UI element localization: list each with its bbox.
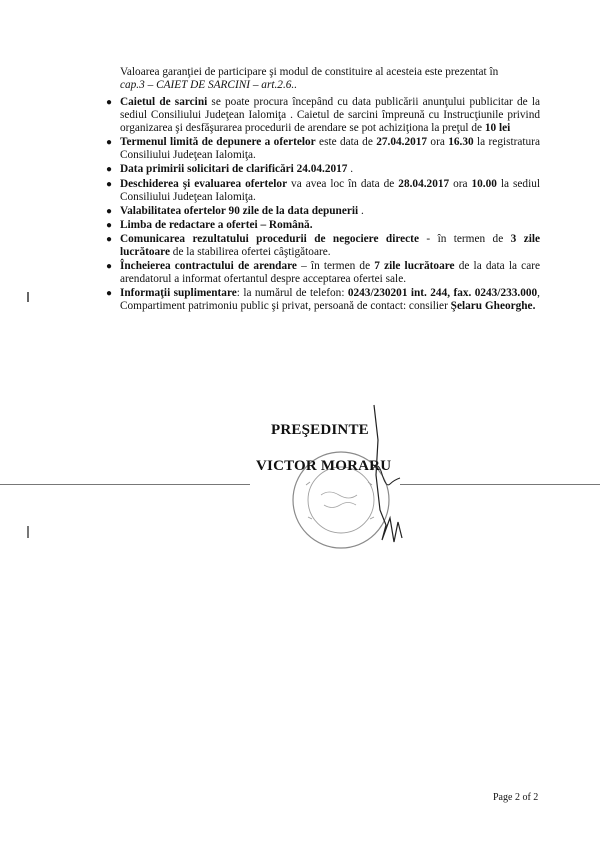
item-text: : la numărul de telefon: bbox=[236, 287, 348, 300]
list-item bbox=[106, 260, 540, 286]
item-value: 3 zile lucrătoare bbox=[120, 232, 541, 259]
item-text: , Compartiment patrimoniu public şi privat, persoană de contact: consilier bbox=[120, 287, 540, 313]
item-value: 0243/230201 int. 244, fax. 0243/233.000 bbox=[347, 287, 538, 300]
item-value: 16.30 bbox=[448, 136, 474, 149]
bullet-icon: ● bbox=[106, 205, 113, 217]
list-item bbox=[106, 96, 540, 135]
signature-title: PREŞEDINTE bbox=[271, 422, 369, 438]
bullet-icon: ● bbox=[106, 219, 113, 231]
scan-line-right bbox=[400, 484, 600, 485]
item-text: de la stabilirea ofertei câştigătoare. bbox=[169, 246, 331, 259]
intro-reference: cap.3 – CAIET DE SARCINI – art.2.6.. bbox=[120, 79, 298, 92]
item-value: Şelaru Gheorghe. bbox=[450, 300, 536, 313]
item-text: va avea loc în data de bbox=[287, 177, 399, 190]
item-text: . bbox=[358, 204, 364, 217]
item-text: . bbox=[347, 163, 354, 176]
item-text: ora bbox=[449, 177, 472, 190]
scan-mark bbox=[27, 526, 29, 538]
item-label: Termenul limită de depunere a ofertelor bbox=[120, 136, 316, 149]
bullet-icon: ● bbox=[106, 288, 113, 300]
item-text: este data de bbox=[315, 136, 377, 149]
page-number: Page 2 of 2 bbox=[493, 792, 539, 803]
item-text: la registratura Consiliului Judeţean Ialomiţa. bbox=[120, 136, 540, 162]
info-list bbox=[106, 96, 541, 315]
handwritten-signature-icon bbox=[350, 400, 410, 550]
list-item bbox=[106, 163, 540, 176]
item-value: 10 lei bbox=[484, 122, 511, 135]
item-value: 7 zile lucrătoare bbox=[374, 260, 455, 273]
item-label: Informaţii suplimentare bbox=[120, 287, 237, 300]
list-item bbox=[106, 177, 540, 204]
item-text: – în termen de bbox=[296, 260, 375, 273]
item-value: 10.00 bbox=[471, 177, 497, 190]
item-value: 28.04.2017 bbox=[398, 177, 450, 190]
list-item bbox=[106, 287, 540, 313]
scan-line-left bbox=[0, 484, 250, 485]
list-item bbox=[106, 204, 540, 218]
item-label: Valabilitatea ofertelor 90 zile de la data depunerii bbox=[120, 204, 359, 217]
list-item bbox=[106, 136, 540, 162]
item-value: 27.04.2017 bbox=[376, 136, 428, 149]
bullet-icon: ● bbox=[106, 137, 113, 149]
item-text: ora bbox=[427, 136, 449, 149]
item-label: Data primirii solicitari de clarificări 24.04.2017 bbox=[120, 163, 348, 176]
item-label: Limba de redactare a ofertei – Română. bbox=[120, 218, 313, 231]
list-item bbox=[106, 232, 541, 259]
item-text: la sediul Consiliului Judeţean Ialomiţa. bbox=[120, 177, 540, 203]
intro-text: Valoarea garanţiei de participare şi modul de constituire al acesteia este prezentat în bbox=[120, 66, 499, 78]
list-item bbox=[106, 218, 540, 232]
signatory-name: VICTOR MORARU bbox=[256, 458, 392, 474]
item-label: Încheierea contractului de arendare bbox=[120, 260, 297, 273]
bullet-icon: ● bbox=[106, 233, 113, 245]
scan-mark bbox=[27, 292, 29, 302]
item-label: Deschiderea şi evaluarea ofertelor bbox=[120, 177, 288, 190]
item-label: Comunicarea rezultatului procedurii de negociere directe bbox=[120, 232, 419, 245]
bullet-icon: ● bbox=[106, 97, 113, 108]
item-text: - în termen de bbox=[418, 232, 511, 245]
intro-paragraph bbox=[120, 66, 540, 92]
bullet-icon: ● bbox=[106, 261, 113, 273]
item-label: Caietul de sarcini bbox=[120, 96, 208, 108]
bullet-icon: ● bbox=[106, 178, 113, 190]
item-text: se poate procura începând cu data publicării anunţului publicitar de la sediul Consiliului Judeţean Ialomiţa . Caietul de sarcini împreună cu Instrucţiunile privind organizarea şi desfăşurarea procedurii de arendare se pot achiziţiona la preţul de bbox=[120, 96, 540, 135]
bullet-icon: ● bbox=[106, 164, 113, 176]
item-text: de la data la care arendatorul a informat ofertantul despre acceptarea ofertei sale. bbox=[120, 260, 540, 286]
